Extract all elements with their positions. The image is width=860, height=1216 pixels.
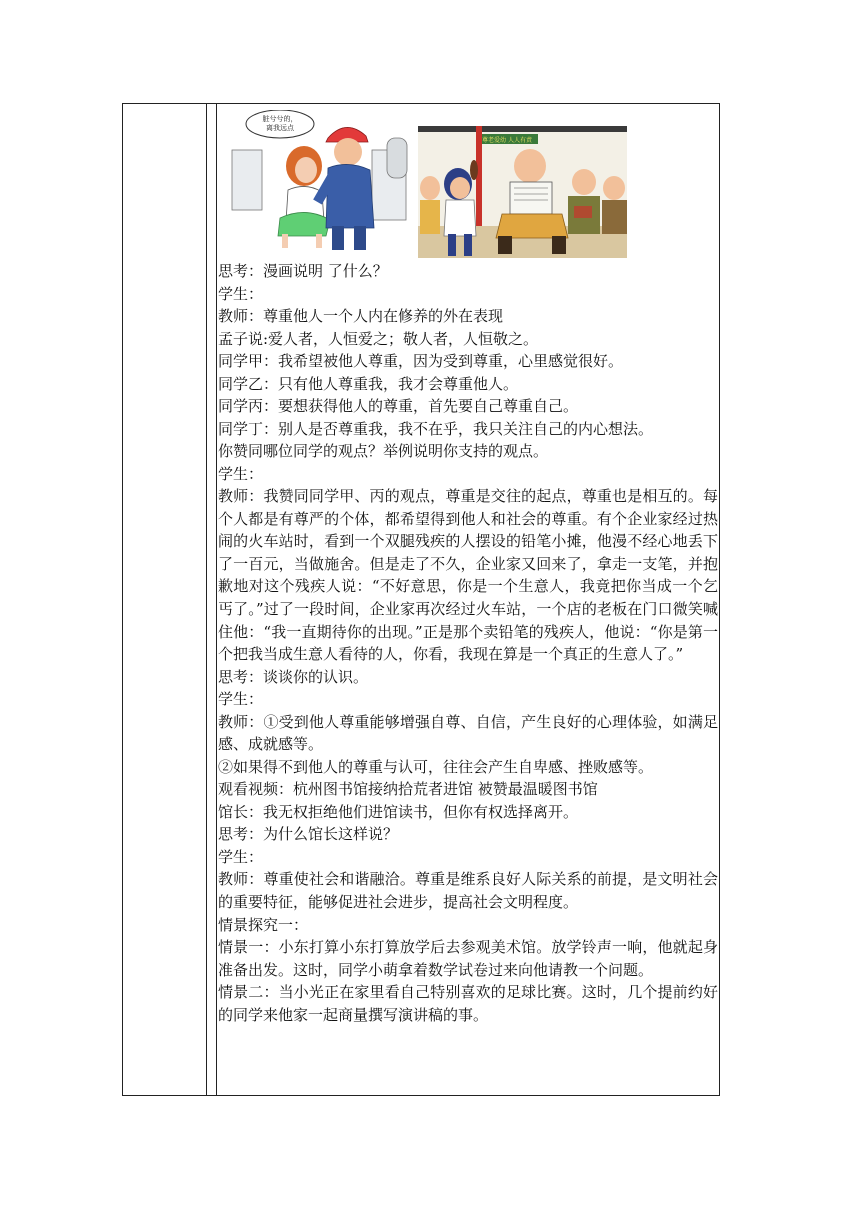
text-line: 同学丁：别人是否尊重我，我不在乎，我只关注自己的内心想法。 — [218, 419, 654, 438]
bubble-text: 脏兮兮的， — [262, 115, 298, 123]
text-line: 思考：谈谈你的认识。 — [218, 667, 369, 686]
text-line: 你赞同哪位同学的观点？举例说明你支持的观点。 — [218, 442, 549, 460]
svg-text:离我远点: 离我远点 — [266, 124, 294, 132]
text-line: 馆长：我无权拒绝他们进馆读书，但你有权选择离开。 — [218, 802, 579, 821]
text-line: 同学甲：我希望被他人尊重，因为受到尊重，心里感觉很好。 — [218, 352, 624, 370]
lesson-content — [218, 110, 718, 1027]
text-line: 学生： — [218, 284, 264, 303]
text-line: 教师：尊重他人一个人内在修养的外在表现 — [218, 307, 504, 325]
text-line: 情景探究一： — [218, 915, 309, 934]
text-line: 孟子说:爱人者，人恒爱之；敬人者，人恒敬之。 — [218, 329, 539, 348]
text-line: 学生： — [218, 690, 264, 709]
text-line: 同学乙：只有他人尊重我，我才会尊重他人。 — [218, 374, 519, 393]
paragraph-teacher-answer: 教师：①受到他人尊重能够增强自尊、自信，产生良好的心理体验，如满足感、成就感等。 — [218, 712, 718, 754]
text-line: 思考：漫画说明 了什么？ — [218, 262, 388, 280]
column-divider-2 — [216, 104, 217, 1095]
paragraph-teacher-story: 教师：我赞同同学甲、丙的观点，尊重是交往的起点，尊重也是相互的。每个人都是有尊严的个体，都希望得到他人和社会的尊重。有个企业家经过热闹的火车站时，看到一个双腿残疾的人摆设的铅笔小摊，他漫不经心地丢下了一百元，当做施舍。但是走了不久，企业家又回来了，拿走一支笔，并抱歉地对这个残疾人说：“不好意思，你是一个生意人，我竟把你当成一个乞丐了。”过了一段时间，企业家再次经过火车站，一个店的老板在门口微笑喊住他：“我一直期待你的出现。”正是那个卖铅笔的残疾人，他说：“你是第一个把我当成生意人看待的人，你看，我现在算是一个真正的生意人了。” — [218, 487, 718, 664]
text-line: 观看视频：杭州图书馆接纳拾荒者进馆 被赞最温暖图书馆 — [218, 780, 598, 799]
text-line: 同学丙：要想获得他人的尊重，首先要自己尊重自己。 — [218, 397, 579, 415]
text-block-1 — [218, 260, 718, 485]
column-divider-1 — [206, 104, 207, 1095]
banner-text: 尊老爱幼 人人有责 — [482, 137, 532, 144]
text-line: ②如果得不到他人的尊重与认可，往往会产生自卑感、挫败感等。 — [218, 757, 654, 776]
comic-subway-seat-image — [418, 126, 627, 258]
text-line: 学生： — [218, 464, 264, 483]
text-block-3 — [218, 756, 718, 869]
comic-rude-passenger-image — [222, 110, 412, 252]
comic-illustrations — [218, 110, 718, 258]
paragraph-scenario-2: 情景二：当小光正在家里看自己特别喜欢的足球比赛。这时，几个提前约好的同学来他家一起商量撰写演讲稿的事。 — [218, 983, 718, 1024]
text-block-4 — [218, 914, 718, 937]
text-line: 思考：为什么馆长这样说？ — [218, 825, 399, 844]
text-block-2 — [218, 666, 718, 711]
text-line: 学生： — [218, 847, 264, 866]
paragraph-teacher-society: 教师：尊重使社会和谐融洽。尊重是维系良好人际关系的前提，是文明社会的重要特征，能够促进社会进步，提高社会文明程度。 — [218, 870, 718, 912]
paragraph-scenario-1: 情景一：小东打算小东打算放学后去参观美术馆。放学铃声一响，他就起身准备出发。这时，同学小萌拿着数学试卷过来向他请教一个问题。 — [218, 938, 718, 979]
